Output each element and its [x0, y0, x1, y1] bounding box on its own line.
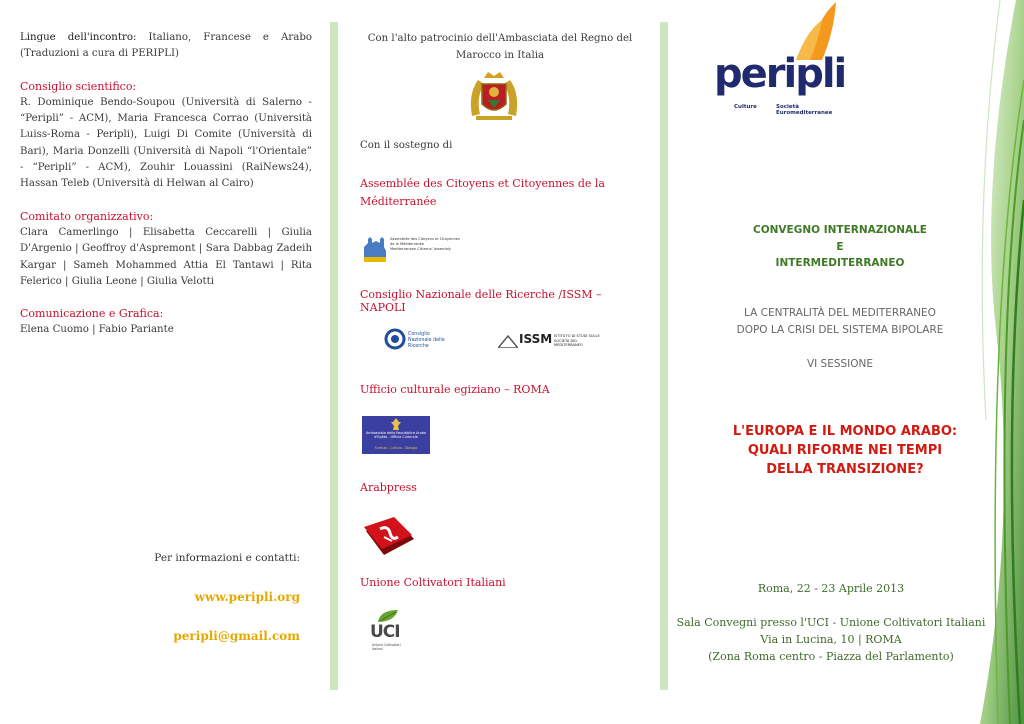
- contact-label: Per informazioni e contatti:: [154, 552, 300, 564]
- accm-logo-text: Assemblée des Citoyens et Citoyennes de la Méditerranée: [390, 237, 460, 246]
- column-divider: [660, 22, 668, 690]
- theme-line-2: DOPO LA CRISI DEL SISTEMA BIPOLARE: [736, 323, 944, 336]
- arabpress-logo-icon: [362, 515, 418, 561]
- organizing-heading: Comitato organizzativo:: [20, 209, 154, 223]
- uci-logo-text: UCI: [370, 622, 400, 642]
- accm-logo-subtext: Mediterranean Citizens' Assembly: [390, 247, 452, 251]
- sponsor-4-name: Arabpress: [360, 481, 417, 494]
- uci-logo: [368, 608, 408, 654]
- issm-mark-icon: [498, 334, 518, 348]
- patronage-text: Con l'alto patrocinio dell'Ambasciata del Regno del Marocco in Italia: [367, 33, 633, 61]
- title-line-1: L'EUROPA E IL MONDO ARABO:: [732, 424, 958, 439]
- brand-tagline-right: Società Euromediterranee: [776, 104, 833, 116]
- uci-logo-subtext: Unione Coltivatori Italiani: [372, 643, 401, 651]
- support-label: Con il sostegno di: [360, 140, 453, 151]
- venue-line-2: Via in Lucina, 10 | ROMA: [760, 633, 902, 646]
- egypt-logo-text: Ambasciata della Repubblica Araba d'Egitto - Ufficio Culturale: [365, 431, 427, 440]
- accm-logo: [362, 233, 462, 265]
- organizing-body: Clara Camerlingo | Elisabetta Ceccarelli | Giulia D'Argenio | Geoffroy d'Aspremont | Sara Dabbag Zadeih Kargar | Sameh Mohammed Attia El Tantawi | Rita Felerico | Giulia Leone | Giulia Velotti: [20, 226, 312, 287]
- venue-line-1: Sala Convegni presso l'UCI - Unione Coltivatori Italiani: [676, 616, 986, 629]
- sponsor-1-name: Assemblée des Citoyens et Citoyennes de la Méditerranée: [360, 177, 605, 208]
- languages-section: [20, 30, 312, 63]
- cnr-mark-icon: [384, 328, 406, 350]
- venue-block: [676, 614, 986, 665]
- conference-line-2: E: [836, 240, 844, 253]
- conference-line-3: INTERMEDITERRANEO: [775, 257, 905, 269]
- sponsor-5-name: Unione Coltivatori Italiani: [360, 576, 506, 589]
- sponsor-2-name: Consiglio Nazionale delle Ricerche /ISSM – NAPOLI: [360, 288, 602, 314]
- left-panel: [20, 30, 312, 355]
- accm-mark-icon: [362, 233, 388, 263]
- sponsor-3-name: Ufficio culturale egiziano – ROMA: [360, 383, 550, 396]
- morocco-coat-of-arms-icon: [466, 70, 522, 122]
- issm-logo-subtext: ISTITUTO DI STUDI SULLE SOCIETÀ DEL MEDITERRANEO: [554, 334, 600, 348]
- venue-line-3: (Zona Roma centro - Piazza del Parlamento): [708, 650, 954, 663]
- organizing-section: [20, 209, 312, 290]
- peripli-brand-logo: [712, 2, 852, 120]
- event-date: Roma, 22 - 23 Aprile 2013: [757, 582, 905, 595]
- email-link[interactable]: peripli@gmail.com: [173, 629, 300, 643]
- website-link[interactable]: www.peripli.org: [194, 590, 300, 604]
- scientific-body: R. Dominique Bendo-Soupou (Università di Salerno - “Peripli” - ACM), Maria Francesca Corrao (Università Luiss-Roma - Peripli), Luigi Di Comite (Università di Bari), Maria Donzelli (Università di Napoli “l'Orientale” - “Peripli” - ACM), Zouhir Louassini (RaiNews24), Hassan Teleb (Università di Helwan al Cairo): [20, 96, 312, 190]
- cnr-logo-text: Consiglio Nazionale delle Ricerche: [408, 332, 445, 349]
- egypt-cultural-office-logo: [362, 416, 430, 454]
- eagle-icon: [391, 418, 401, 430]
- cnr-logo: [384, 328, 454, 352]
- issm-logo: [498, 332, 606, 350]
- theme-line-1: LA CENTRALITÀ DEL MEDITERRANEO: [744, 307, 936, 319]
- title-line-3: DELLA TRANSIZIONE?: [766, 462, 924, 477]
- communication-section: [20, 306, 312, 339]
- conference-type: [700, 222, 980, 272]
- title-line-2: QUALI RIFORME NEI TEMPI: [747, 443, 943, 458]
- session-label: VI SESSIONE: [806, 358, 874, 370]
- column-divider: [330, 22, 338, 690]
- issm-logo-text: ISSM: [519, 332, 553, 346]
- languages-label: Lingue dell'incontro:: [20, 32, 137, 43]
- conference-title: [700, 422, 990, 479]
- conference-line-1: CONVEGNO INTERNAZIONALE: [753, 224, 927, 236]
- egypt-logo-subtext: Scienza - Cultura - Dialogo: [374, 446, 418, 450]
- communication-heading: Comunicazione e Grafica:: [20, 307, 164, 321]
- brand-tagline-left: Culture: [734, 104, 757, 110]
- scientific-heading: Consiglio scientifico:: [20, 79, 137, 93]
- middle-panel: [360, 30, 640, 64]
- scientific-section: [20, 79, 312, 193]
- communication-body: Elena Cuomo | Fabio Pariante: [20, 324, 174, 336]
- conference-theme: [700, 305, 980, 338]
- brand-wordmark: peripli: [714, 51, 846, 97]
- languages-value: Italiano, Francese e Arabo (Traduzioni a cura di PERIPLI): [20, 32, 312, 60]
